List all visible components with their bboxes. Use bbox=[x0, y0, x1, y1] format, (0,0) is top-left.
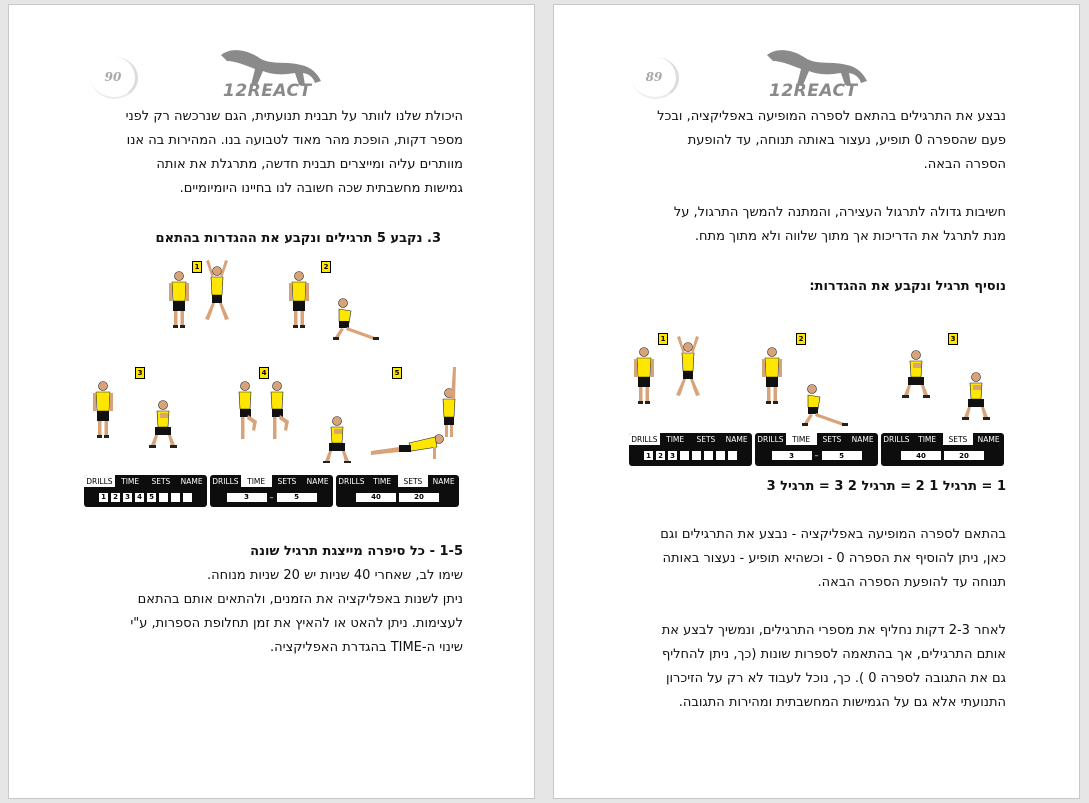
sets-header: SETS bbox=[943, 433, 974, 445]
time-header: TIME bbox=[918, 434, 937, 444]
text-line: גם את התגובה לספרה 0 ). כך, נוכל לעבוד לא רק על הזיכרון bbox=[665, 671, 1006, 686]
name-header: NAME bbox=[180, 476, 203, 486]
drill-box: 3 bbox=[123, 493, 132, 502]
logo-text: 12REACT bbox=[769, 81, 858, 101]
drill-box: 1 bbox=[99, 493, 108, 502]
rest-seconds-box: 20 bbox=[944, 451, 984, 460]
drill-box: 2 bbox=[111, 493, 120, 502]
exercise-badge: 2 bbox=[796, 333, 806, 345]
sets-header: SETS bbox=[696, 434, 716, 444]
exercise-badge: 2 bbox=[321, 261, 331, 273]
exercise-badge: 1 bbox=[192, 261, 202, 273]
sets-header: SETS bbox=[398, 475, 429, 487]
settings-table bbox=[629, 433, 1004, 466]
drill-box: 1 bbox=[644, 451, 653, 460]
name-header: NAME bbox=[977, 434, 1000, 444]
logo-text: 12REACT bbox=[223, 81, 312, 101]
text-line: שימו לב, שאחרי 40 שניות יש 20 שניות מנוחה. bbox=[207, 568, 463, 583]
name-header: NAME bbox=[306, 476, 329, 486]
text-line: מנת לתרגל את הדריכות אך מתוך שלווה ולא מתוך מתח. bbox=[694, 229, 1006, 244]
drill-box bbox=[159, 493, 168, 502]
exercise-badge: 5 bbox=[392, 367, 402, 379]
drill-box: 2 bbox=[656, 451, 665, 460]
drills-header: DRILLS bbox=[338, 476, 365, 486]
drill-box: 3 bbox=[668, 451, 677, 460]
work-seconds-box: 40 bbox=[901, 451, 941, 460]
text-line: תנוחה עד להופעת הספרה הבאה. bbox=[817, 575, 1006, 590]
drills-header: DRILLS bbox=[757, 434, 784, 444]
drill-box bbox=[704, 451, 713, 460]
sets-header: SETS bbox=[277, 476, 297, 486]
sets-panel bbox=[881, 433, 1004, 466]
drills-panel bbox=[629, 433, 752, 466]
name-header: NAME bbox=[725, 434, 748, 444]
exercise-badge: 3 bbox=[135, 367, 145, 379]
drill-box: 4 bbox=[135, 493, 144, 502]
name-header: NAME bbox=[432, 476, 455, 486]
mapping-formula: 1 = תרגיל 1 2 = תרגיל 2 3 = תרגיל 3 bbox=[766, 479, 1006, 494]
text-line: נבצע את התרגילים בהתאם לספרה המופיעה באפליקציה, ובכל bbox=[657, 109, 1006, 124]
name-header: NAME bbox=[851, 434, 874, 444]
right-page bbox=[553, 4, 1080, 799]
time-header: TIME bbox=[373, 476, 392, 486]
time-min-box: 3 bbox=[227, 493, 267, 502]
text-line: ניתן לשנות באפליקציה את הזמנים, ולהתאים אותם בהתאם bbox=[137, 592, 463, 607]
switch-paragraph bbox=[624, 619, 1006, 715]
time-header: TIME bbox=[121, 476, 140, 486]
work-seconds-box: 40 bbox=[356, 493, 396, 502]
drill-box bbox=[716, 451, 725, 460]
time-min-box: 3 bbox=[772, 451, 812, 460]
text-line: גמישות מחשבתית שכה חשובה לנו בחיינו היומיומיים. bbox=[179, 181, 463, 196]
page-number: 90 bbox=[91, 57, 138, 99]
sets-panel bbox=[336, 475, 459, 507]
exercise-figure bbox=[79, 253, 469, 463]
drill-box bbox=[680, 451, 689, 460]
time-panel: DRILLS TIME SETS NAME 3 – 5 bbox=[755, 433, 878, 466]
intro-paragraph bbox=[81, 105, 463, 201]
exercise-badge: 4 bbox=[259, 367, 269, 379]
drills-panel bbox=[84, 475, 207, 507]
drill-box bbox=[183, 493, 192, 502]
text-line: היכולת שלנו לוותר על תבנית תנועתית, הגם שנרכשה רק לפני bbox=[125, 109, 463, 124]
text-line: לעצימות. ניתן להאט או להאיץ את זמן תחלופת הספרות, ע"י bbox=[130, 616, 463, 631]
text-line: אותם התרגילים, אך בהתאמה לספרות שונות (כך, ניתן להחליף bbox=[661, 647, 1006, 662]
text-line: בהתאם לספרה המופיעה באפליקציה - נבצע את התרגילים וגם bbox=[660, 527, 1006, 542]
drills-header: DRILLS bbox=[629, 433, 660, 445]
text-line: הספרה הבאה. bbox=[923, 157, 1006, 172]
drills-header: DRILLS bbox=[212, 476, 239, 486]
logo bbox=[763, 47, 873, 103]
drill-box bbox=[171, 493, 180, 502]
time-panel: DRILLS TIME SETS NAME 3 – 5 bbox=[210, 475, 333, 507]
drills-header: DRILLS bbox=[84, 475, 115, 487]
time-max-box: 5 bbox=[822, 451, 862, 460]
exercise-badge: 3 bbox=[948, 333, 958, 345]
text-line: כאן, ניתן להוסיף את הספרה 0 - וכשהיא תופיע - נעצור באותה bbox=[662, 551, 1006, 566]
rest-seconds-box: 20 bbox=[399, 493, 439, 502]
left-page bbox=[8, 4, 535, 799]
drill-box bbox=[728, 451, 737, 460]
page-number: 89 bbox=[632, 57, 679, 99]
section-heading: 3. נקבע 5 תרגילים ונקבע את ההגדרות בהתאם bbox=[155, 231, 441, 246]
exercise-figure bbox=[626, 329, 1006, 435]
logo bbox=[217, 47, 327, 103]
time-header: TIME bbox=[241, 475, 272, 487]
pause-paragraph bbox=[624, 201, 1006, 249]
text-line: שינוי ה-TIME בהגדרת האפליקציה. bbox=[270, 640, 463, 655]
intro-paragraph bbox=[624, 105, 1006, 177]
section-heading: נוסיף תרגיל ונקבע את ההגדרות: bbox=[809, 279, 1006, 294]
time-header: TIME bbox=[786, 433, 817, 445]
text-line: התנועתי אלא גם על הגמישות המחשבתית ומהירות התגובה. bbox=[678, 695, 1006, 710]
drill-box bbox=[692, 451, 701, 460]
time-max-box: 5 bbox=[277, 493, 317, 502]
text-line: מספר דקות, הופכת מהר מאוד לטבועה בנו. המהירות בה אנו bbox=[126, 133, 463, 148]
exercise-illustrations bbox=[79, 253, 469, 463]
text-line: לאחר 2-3 דקות נחליף את מספרי התרגילים, ונמשיך לבצע את bbox=[661, 623, 1006, 638]
drills-header: DRILLS bbox=[883, 434, 910, 444]
sets-header: SETS bbox=[822, 434, 842, 444]
notes-paragraph bbox=[81, 564, 463, 660]
text-line: פעם שהספרה 0 תופיע, נעצור באותה תנוחה, עד להופעת bbox=[687, 133, 1006, 148]
text-line: חשיבות גדולה לתרגול העצירה, והמתנה להמשך התרגול, על bbox=[673, 205, 1006, 220]
text-line: מוותרים עליה ומייצרים תבנית חדשה, מתרגלת את אותה bbox=[156, 157, 463, 172]
app-paragraph bbox=[624, 523, 1006, 595]
time-header: TIME bbox=[666, 434, 685, 444]
exercise-badge: 1 bbox=[658, 333, 668, 345]
sets-header: SETS bbox=[151, 476, 171, 486]
drill-box: 5 bbox=[147, 493, 156, 502]
settings-table bbox=[84, 475, 459, 507]
subheading: 1-5 - כל סיפרה מייצגת תרגיל שונה bbox=[250, 544, 463, 559]
